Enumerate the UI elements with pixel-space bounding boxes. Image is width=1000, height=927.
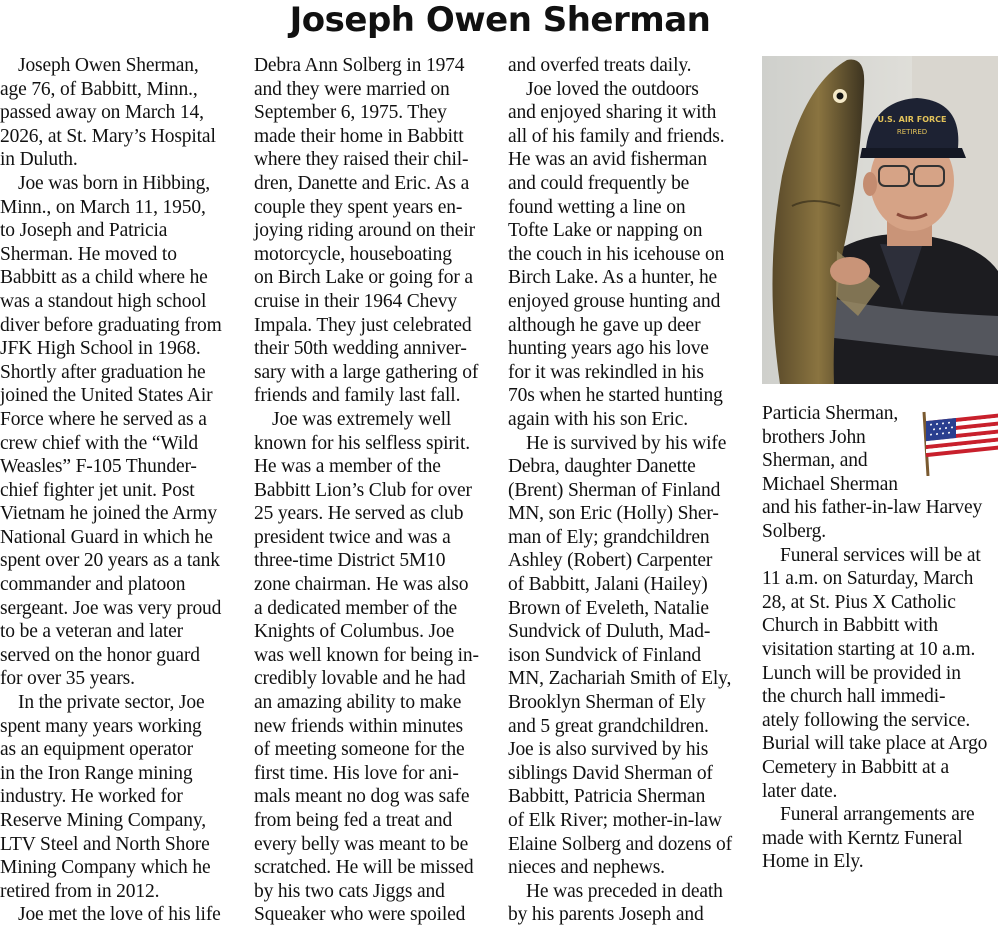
text-line: Birch Lake. As a hunter, he [508,267,718,289]
text-line: Babbitt, Patricia Sherman [508,786,706,808]
text-line: Funeral arrangements are [780,804,975,826]
text-line: Impala. They just celebrated [254,314,472,336]
text-line: Michael Sherman [762,473,898,495]
text-line: Knights of Columbus. Joe [254,621,455,643]
text-line: man of Ely; grandchildren [508,526,710,548]
text-line: to be a veteran and later [0,621,184,643]
text-line: although he gave up deer [508,314,701,336]
text-line: and overfed treats daily. [508,55,692,76]
text-line: MN, Zachariah Smith of Ely, [508,668,732,690]
text-line: 2026, at St. Mary’s Hospital [0,125,216,147]
text-line: spent many years working [0,715,202,737]
text-line: joying riding around on their [254,220,475,242]
text-line: zone chairman. He was also [254,574,469,596]
text-line: all of his family and friends. [508,125,725,147]
text-line: Funeral services will be at [780,544,981,566]
text-line: from being fed a treat and [254,810,453,831]
text-line: ison Sundvick of Finland [508,644,702,666]
text-line: Burial will take place at Argo [762,733,988,755]
text-line: couple they spent years en- [254,196,463,218]
text-line: LTV Steel and North Shore [0,833,210,855]
text-line: Babbitt Lion’s Club for over [254,479,472,501]
text-line: nieces and nephews. [508,857,665,879]
text-line: Sherman. He moved to [0,243,177,265]
text-line: for it was rekindled in his [508,361,704,383]
text-line: Squeaker who were spoiled [254,904,466,926]
text-line: retired from in 2012. [0,880,160,902]
text-line: their 50th wedding anniver- [254,338,467,360]
text-line: Cemetery in Babbitt at a [762,756,950,778]
text-line: was a standout high school [0,290,207,312]
text-line: hunting years ago his love [508,338,709,360]
text-line: Ashley (Robert) Carpenter [508,550,713,572]
text-line: scratched. He will be missed [254,857,474,879]
text-line: cruise in their 1964 Chevy [254,290,457,312]
text-line: (Brent) Sherman of Finland [508,479,721,501]
text-line: 25 years. He served as club [254,503,464,525]
article-column-3 [508,54,754,927]
article-column-2 [254,54,500,927]
text-line: MN, son Eric (Holly) Sher- [508,503,719,525]
portrait-photo [762,56,998,384]
text-line: Elaine Solberg and dozens of [508,833,732,855]
text-line: made with Kerntz Funeral [762,827,963,849]
text-line: again with his son Eric. [508,408,688,430]
text-line: Brooklyn Sherman of Ely [508,692,706,714]
text-line: He was an avid fisherman [508,149,707,171]
text-line: served on the honor guard [0,644,200,666]
text-line: Joe met the love of his life [18,904,221,926]
text-line: crew chief with the “Wild [0,432,198,454]
text-line: Babbitt as a child where he [0,267,208,289]
cap-text-1: U.S. AIR FORCE [877,115,947,124]
text-line: brothers John [762,426,866,448]
text-line: Vietnam he joined the Army [0,503,217,525]
text-line: In the private sector, Joe [18,692,205,714]
text-line: ately following the service. [762,709,971,731]
text-line: Brown of Eveleth, Natalie [508,597,709,619]
text-line: Church in Babbitt with [762,615,938,637]
text-line: age 76, of Babbitt, Minn., [0,78,198,100]
text-line: new friends within minutes [254,715,463,737]
text-line: and could frequently be [508,172,690,194]
text-line: and enjoyed sharing it with [508,102,717,124]
text-line: an amazing ability to make [254,692,462,714]
text-line: He was a member of the [254,456,441,478]
text-line: was well known for being in- [254,644,479,666]
text-line: Joe is also survived by his [508,739,709,761]
text-line: Joe loved the outdoors [526,78,699,100]
text-line: Shortly after graduation he [0,361,206,383]
text-line: He was preceded in death [526,880,723,902]
text-line: Lunch will be provided in [762,662,961,684]
headline: Joseph Owen Sherman [289,0,711,40]
text-line: by his parents Joseph and [508,904,704,926]
text-line: He is survived by his wife [526,432,727,454]
text-line: mals meant no dog was safe [254,786,470,808]
text-line: joined the United States Air [0,385,213,407]
text-line: as an equipment operator [0,739,193,761]
text-line: where they raised their chil- [254,149,469,171]
text-line: sary with a large gathering of [254,361,479,383]
american-flag-icon [918,404,1000,476]
article-column-1 [0,54,246,927]
text-line: for over 35 years. [0,668,135,690]
text-line: of Babbitt, Jalani (Hailey) [508,574,708,596]
text-line: later date. [762,780,838,802]
text-line: Home in Ely. [762,851,864,873]
text-line: 11 a.m. on Saturday, March [762,568,974,590]
text-line: Debra, daughter Danette [508,456,696,478]
text-line: commander and platoon [0,574,186,596]
text-line: 28, at St. Pius X Catholic [762,591,956,613]
text-line: diver before graduating from [0,314,222,336]
text-line: known for his selfless spirit. [254,432,470,454]
text-line: Mining Company which he [0,857,211,879]
cap-text-2: RETIRED [896,128,928,136]
text-line: found wetting a line on [508,196,686,218]
text-line: Joe was born in Hibbing, [18,172,210,194]
text-line: three-time District 5M10 [254,550,446,572]
text-line: friends and family last fall. [254,385,461,407]
text-line: September 6, 1975. They [254,102,447,124]
portrait-illustration [762,56,998,384]
text-line: siblings David Sherman of [508,762,713,784]
text-line: made their home in Babbitt [254,125,464,147]
text-line: Particia Sherman, [762,403,899,424]
text-line: credibly lovable and he had [254,668,466,690]
text-line: chief fighter jet unit. Post [0,479,195,501]
text-line: Sundvick of Duluth, Mad- [508,621,711,643]
text-line: and 5 great grandchildren. [508,715,709,737]
text-line: to Joseph and Patricia [0,220,168,242]
text-line: of meeting someone for the [254,739,465,761]
text-line: dren, Danette and Eric. As a [254,172,470,194]
text-line: National Guard in which he [0,526,213,548]
text-line: Reserve Mining Company, [0,810,206,831]
text-line: industry. He worked for [0,786,183,808]
text-line: of Elk River; mother-in-law [508,810,722,831]
text-line: president twice and was a [254,526,451,548]
text-line: Minn., on March 11, 1950, [0,196,206,218]
text-line: Debra Ann Solberg in 1974 [254,55,465,76]
text-line: on Birch Lake or going for a [254,267,473,289]
text-line: Solberg. [762,520,826,542]
text-line: a dedicated member of the [254,597,458,619]
text-line: by his two cats Jiggs and [254,880,445,902]
text-line: in Duluth. [0,149,78,171]
text-line: passed away on March 14, [0,102,204,124]
text-line: and his father-in-law Harvey [762,497,983,519]
text-line: 70s when he started hunting [508,385,723,407]
text-line: in the Iron Range mining [0,762,193,784]
text-line: JFK High School in 1968. [0,338,201,360]
text-line: Joe was extremely well [272,408,452,430]
text-line: the couch in his icehouse on [508,243,725,265]
text-line: first time. His love for ani- [254,762,459,784]
text-line: sergeant. Joe was very proud [0,597,222,619]
text-line: Sherman, and [762,450,868,472]
text-line: spent over 20 years as a tank [0,550,220,572]
text-line: Force where he served as a [0,408,207,430]
text-line: motorcycle, houseboating [254,243,452,265]
text-line: Joseph Owen Sherman, [18,55,199,76]
text-line: and they were married on [254,78,450,100]
text-line: every belly was meant to be [254,833,469,855]
text-line: Weasles” F-105 Thunder- [0,456,197,478]
text-line: enjoyed grouse hunting and [508,290,721,312]
text-line: the church hall immedi- [762,686,946,708]
text-line: visitation starting at 10 a.m. [762,638,976,660]
text-line: Tofte Lake or napping on [508,220,703,242]
